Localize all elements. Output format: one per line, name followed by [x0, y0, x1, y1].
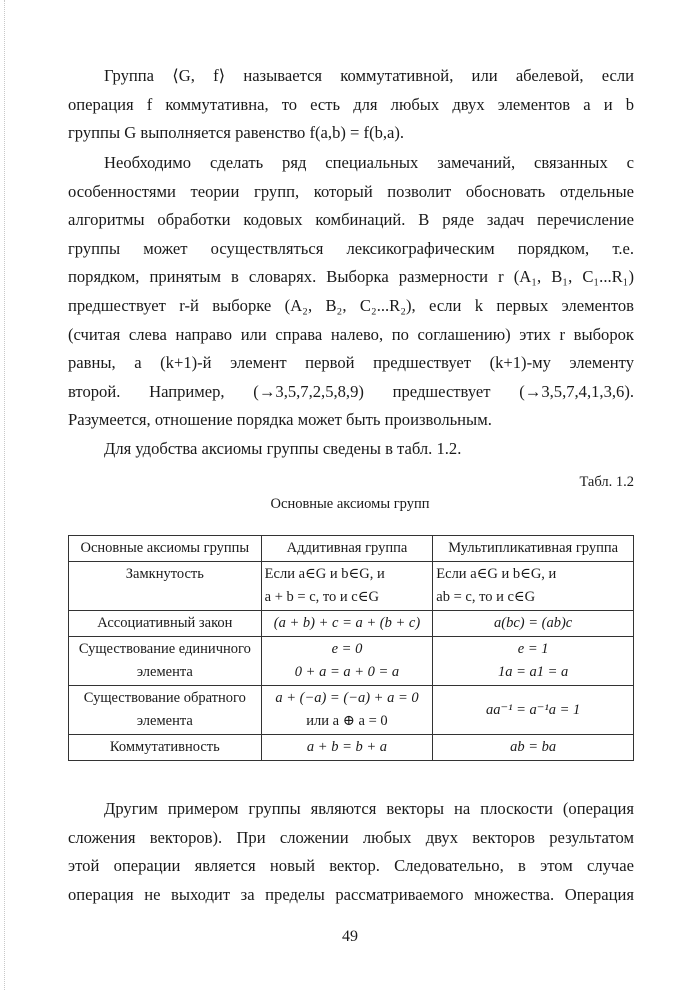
- text-line: группы G выполняется равенство f(a,b) = f(b,a).: [68, 123, 405, 143]
- formula-line: или a ⊕ a = 0: [306, 713, 388, 729]
- text-line: алгоритмы обработки кодовых комбинаций. В ряде задач перечисление: [68, 210, 634, 230]
- text-line: второй. Например, (→3,5,7,2,5,8,9) предшествует (→3,5,7,4,1,3,6).: [68, 381, 634, 401]
- multiplicative-cell: [433, 562, 634, 611]
- table-title: Основные аксиомы групп: [270, 496, 430, 512]
- table-header-row: [69, 536, 634, 562]
- header-cell: Мультипликативная группа: [433, 536, 634, 562]
- additive-cell: [261, 637, 433, 686]
- formula-line: a + b = b + a: [306, 739, 388, 755]
- text-line: Разумеется, отношение порядка может быть произвольным.: [68, 410, 492, 430]
- additive-cell: [261, 735, 433, 761]
- formula-line: aa⁻¹ = a⁻¹a = 1: [485, 701, 581, 718]
- multiplicative-cell: [433, 637, 634, 686]
- text-line: (считая слева направо или справа налево, по соглашению) этих r выборок: [68, 324, 634, 344]
- axioms-table: [68, 535, 634, 761]
- axiom-cell: Ассоциативный закон: [69, 611, 262, 637]
- multiplicative-cell: [433, 686, 634, 735]
- text-line: Необходимо сделать ряд специальных замечаний, связанных с: [104, 153, 634, 172]
- table-row: [69, 562, 634, 611]
- multiplicative-cell: [433, 611, 634, 637]
- text-line: операция не выходит за пределы рассматриваемого множества. Операция: [68, 884, 634, 904]
- table-row: [69, 611, 634, 637]
- axiom-cell: Коммутативность: [69, 735, 262, 761]
- formula-line: (a + b) + c = a + (b + c): [273, 615, 421, 631]
- text-line: этой операции является новый вектор. Следовательно, в этом случае: [68, 856, 634, 876]
- multiplicative-cell: [433, 735, 634, 761]
- formula-line: e = 1: [517, 641, 549, 657]
- axiom-cell: Замкнутость: [69, 562, 262, 611]
- text-line: операция f коммутативна, то есть для любых двух элементов a и b: [68, 94, 634, 114]
- formula-line: 1a = a1 = a: [497, 664, 569, 680]
- formula-line: a(bc) = (ab)c: [494, 615, 573, 631]
- formula-line: ab = c, то и c∈G: [436, 589, 536, 605]
- paragraph-remarks: [68, 149, 634, 435]
- text-line: предшествует r-й выборке (A₂, B₂, C₂...R₂), если k первых элементов: [68, 295, 634, 315]
- additive-cell: [261, 611, 433, 637]
- text-line: Для удобства аксиомы группы сведены в табл. 1.2.: [104, 439, 462, 458]
- formula-line: Если a∈G и b∈G, и: [264, 566, 385, 582]
- formula-line: e = 0: [331, 641, 363, 657]
- formula-line: ab = ba: [510, 739, 557, 755]
- formula-line: a + b = c, то и c∈G: [264, 589, 379, 605]
- formula-line: Если a∈G и b∈G, и: [436, 566, 557, 582]
- page-left-edge: [0, 0, 5, 990]
- text-line: сложения векторов). При сложении любых двух векторов результатом: [68, 827, 634, 847]
- text-line: равны, а (k+1)-й элемент первой предшествует (k+1)-му элементу: [68, 353, 634, 373]
- text-line: группы может осуществляться лексикографическим порядком, т.е.: [68, 238, 634, 258]
- table-row: [69, 735, 634, 761]
- table-row: [69, 686, 634, 735]
- text-line: Группа ⟨G, f⟩ называется коммутативной, или абелевой, если: [104, 66, 634, 85]
- table-label: Табл. 1.2: [579, 474, 634, 490]
- text-line: особенностями теории групп, который позволит обосновать отдельные: [68, 181, 634, 201]
- page-number: 49: [342, 928, 358, 945]
- additive-cell: [261, 562, 433, 611]
- text-line: Другим примером группы являются векторы на плоскости (операция: [104, 799, 634, 818]
- paragraph-table-intro: [68, 435, 634, 464]
- paragraph-vectors: [68, 795, 634, 909]
- header-cell: Аддитивная группа: [261, 536, 433, 562]
- axiom-cell: Существование единичного элемента: [69, 637, 262, 686]
- table-row: [69, 637, 634, 686]
- paragraph-abelian-definition: [68, 62, 634, 148]
- axiom-cell: Существование обратного элемента: [69, 686, 262, 735]
- text-line: порядком, принятым в словарях. Выборка размерности r (A₁, B₁, C₁...R₁): [68, 267, 634, 287]
- formula-line: a + (−a) = (−a) + a = 0: [275, 690, 419, 706]
- formula-line: 0 + a = a + 0 = a: [294, 664, 400, 680]
- header-cell: Основные аксиомы группы: [69, 536, 262, 562]
- additive-cell: [261, 686, 433, 735]
